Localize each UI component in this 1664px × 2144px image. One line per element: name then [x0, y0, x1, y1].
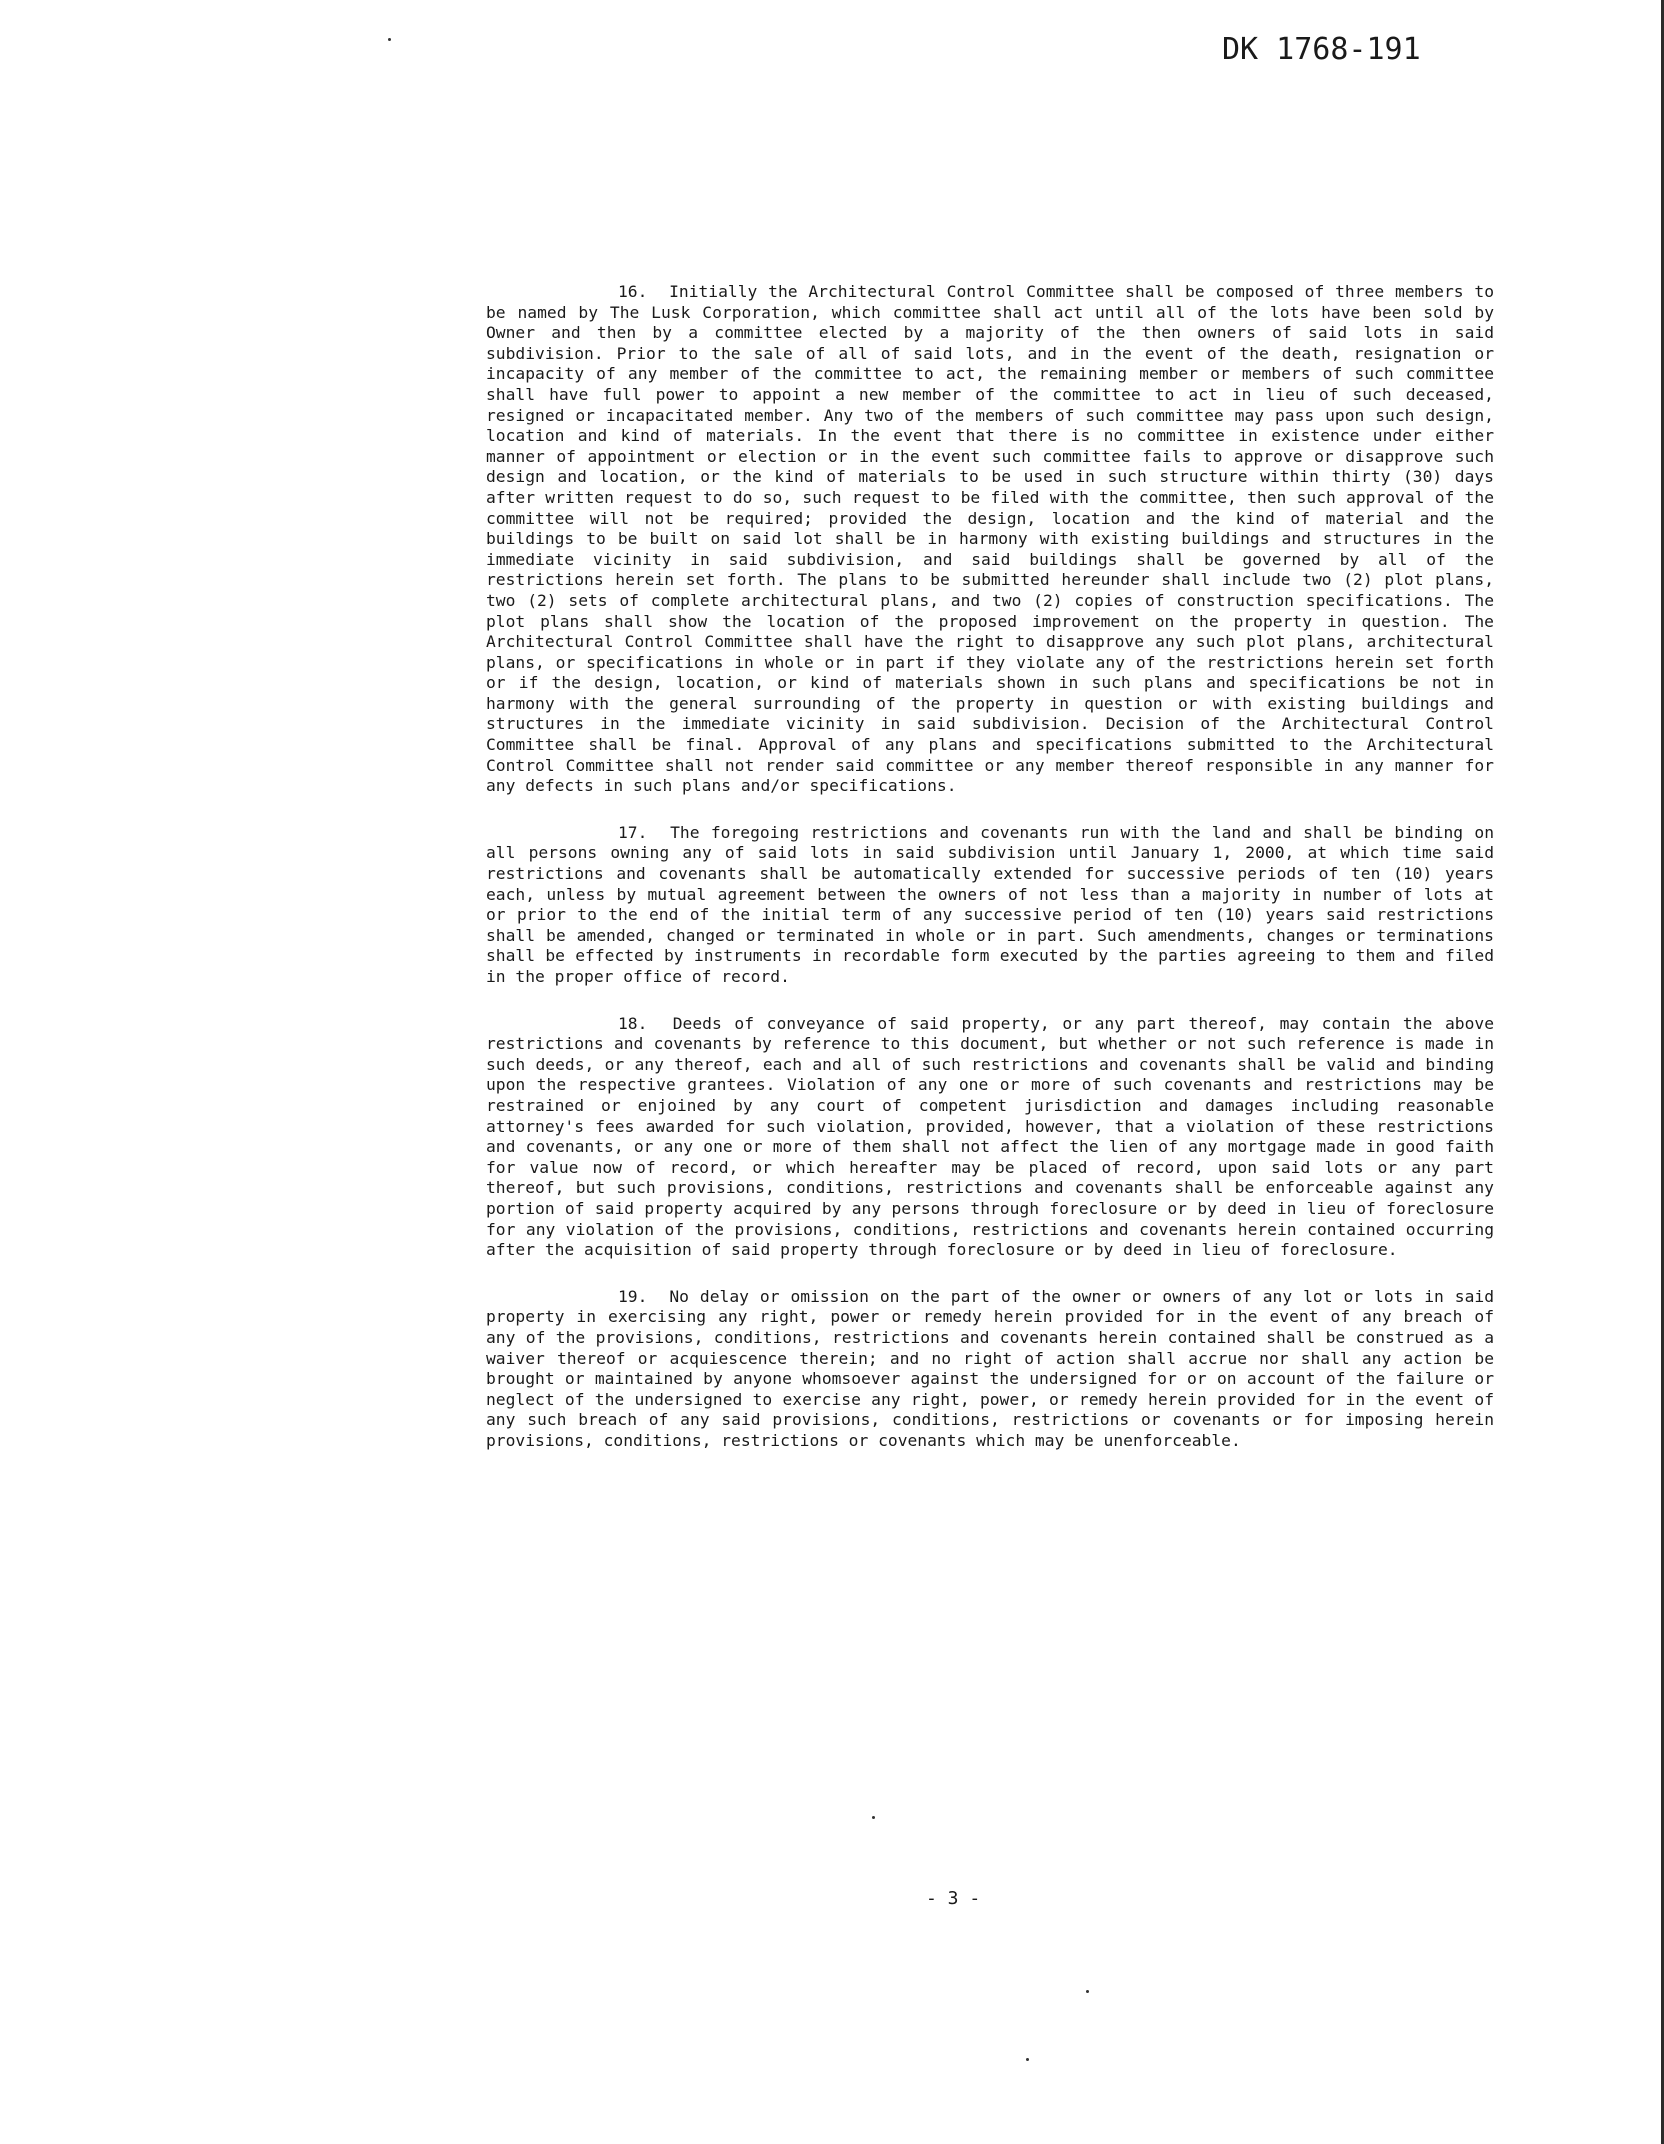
scan-speck — [1086, 1990, 1089, 1993]
document-reference: DK 1768-191 — [1222, 32, 1421, 67]
paragraph-text: No delay or omission on the part of the owner or owners of any lot or lots in said property in exercising any right, power or remedy herein provided for in the event of any breach of any of the provisions, conditions, restrictions and covenants herein contained shall be construed as a waiver thereof or acquiescence therein; and no right of action shall accrue nor shall any action be brought or maintained by anyone whomsoever against the undersigned for or on account of the failure or neglect of the undersigned to exercise any right, power, or remedy herein provided for in the event of any such breach of any said provisions, conditions, restrictions or covenants or for imposing herein provisions, conditions, restrictions or covenants which may be unenforceable. — [486, 1286, 1495, 1450]
paragraph-number: 18. — [618, 1013, 648, 1033]
paragraph-number: 19. — [618, 1286, 648, 1306]
document-body — [486, 282, 1494, 1451]
scan-speck — [1026, 2058, 1029, 2061]
paragraph-17 — [486, 823, 1494, 988]
page-number: - 3 - — [926, 1888, 981, 1909]
paragraph-18 — [486, 1014, 1494, 1261]
scan-speck — [872, 1816, 875, 1819]
paragraph-16 — [486, 282, 1494, 797]
paragraph-text: The foregoing restrictions and covenants run with the land and shall be binding on all persons owning any of said lots in said subdivision until January 1, 2000, at which time said restrictions and covenants shall be automatically extended for successive periods of ten (10) years each, unless by mutual agreement between the owners of not less than a majority in number of lots at or prior to the end of the initial term of any successive period of ten (10) years said restrictions shall be amended, changed or terminated in whole or in part. Such amendments, changes or terminations shall be effected by instruments in recordable form executed by the parties agreeing to them and filed in the proper office of record. — [486, 822, 1494, 986]
paragraph-number: 17. — [618, 822, 648, 842]
paragraph-text: Deeds of conveyance of said property, or any part thereof, may contain the above restrictions and covenants by reference to this document, but whether or not such reference is made in such deeds, or any thereof, each and all of such restrictions and covenants shall be valid and binding upon the respective grantees. Violation of any one or more of such covenants and restrictions may be restrained or enjoined by any court of competent jurisdiction and damages including reasonable attorney's fees awarded for such violation, provided, however, that a violation of these restrictions and covenants, or any one or more of them shall not affect the lien of any mortgage made in good faith for value now of record, or which hereafter may be placed of record, upon said lots or any part thereof, but such provisions, conditions, restrictions and covenants shall be enforceable against any portion of said property acquired by any persons through foreclosure or by deed in lieu of foreclosure for any violation of the provisions, conditions, restrictions and covenants herein contained occurring after the acquisition of said property through foreclosure or by deed in lieu of foreclosure. — [486, 1013, 1494, 1260]
paragraph-19 — [486, 1287, 1494, 1452]
paragraph-text: Initially the Architectural Control Committee shall be composed of three members to be named by The Lusk Corporation, which committee shall act until all of the lots have been sold by Owner and then by a committee elected by a majority of the then owners of said lots in said subdivision. Prior to the sale of all of said lots, and in the event of the death, resignation or incapacity of any member of the committee to act, the remaining member or members of such committee shall have full power to appoint a new member of the committee to act in lieu of such deceased, resigned or incapacitated member. Any two of the members of such committee may pass upon such design, location and kind of materials. In the event that there is no committee in existence under either manner of appointment or election or in the event such committee fails to approve or disapprove such design and location, or the kind of materials to be used in such structure within thirty (30) days after written request to do so, such request to be filed with the committee, then such approval of the committee will not be required; provided the design, location and the kind of material and the buildings to be built on said lot shall be in harmony with existing buildings and structures in the immediate vicinity in said subdivision, and said buildings shall be governed by all of the restrictions herein set forth. The plans to be submitted hereunder shall include two (2) plot plans, two (2) sets of complete architectural plans, and two (2) copies of construction specifications. The plot plans shall show the location of the proposed improvement on the property in question. The Architectural Control Committee shall have the right to disapprove any such plot plans, architectural plans, or specifications in whole or in part if they violate any of the restrictions herein set forth or if the design, location, or kind of materials shown in such plans and specifications be not in harmony with the general surrounding of the property in question or with existing buildings and structures in the immediate vicinity in said subdivision. Decision of the Architectural Control Committee shall be final. Approval of any plans and specifications submitted to the Architectural Control Committee shall not render said committee or any member thereof responsible in any manner for any defects in such plans and/or specifications. — [486, 282, 1495, 796]
paragraph-number: 16. — [618, 282, 648, 301]
scan-speck — [388, 38, 391, 41]
